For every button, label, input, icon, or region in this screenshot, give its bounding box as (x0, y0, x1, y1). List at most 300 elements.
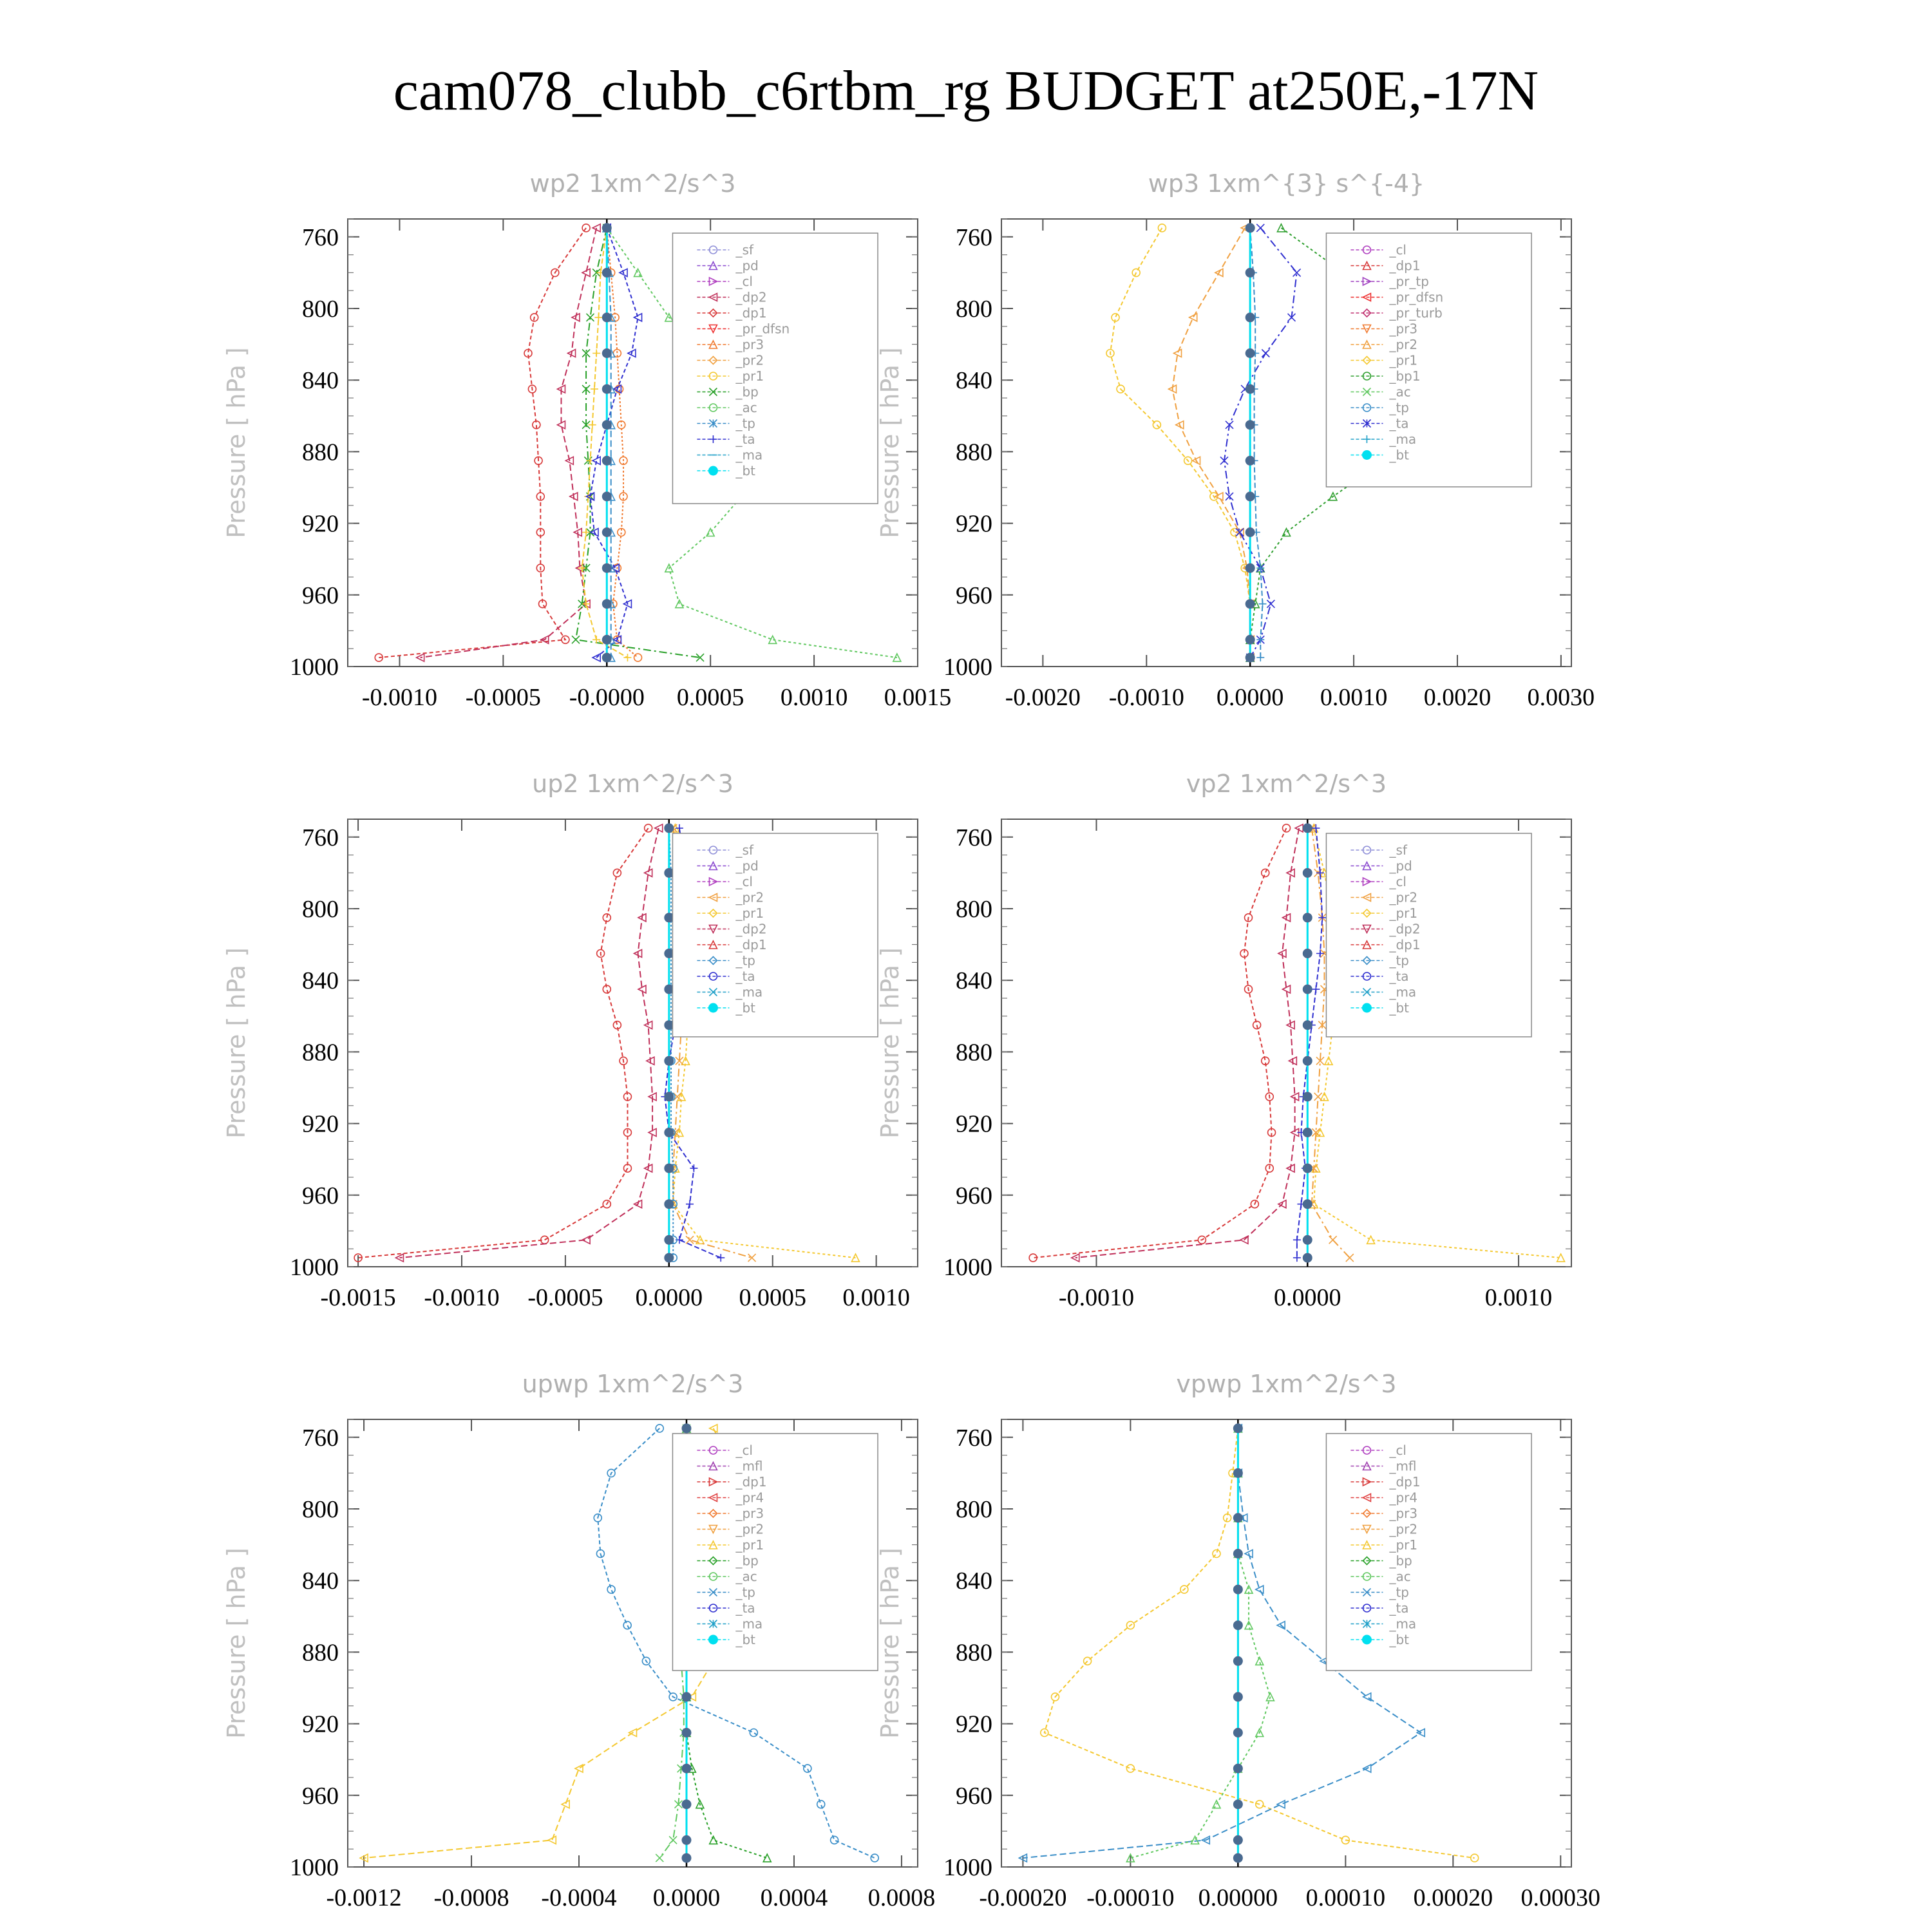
y-tick-label: 880 (302, 1039, 339, 1066)
x-tick-label: -0.0015 (320, 1284, 396, 1311)
legend-marker (708, 466, 717, 475)
y-tick-label: 840 (302, 1567, 339, 1595)
data-point (682, 1835, 691, 1844)
legend-entry: _pr_dfsn (1389, 289, 1444, 305)
panel-2 (876, 169, 1595, 711)
x-tick-label: 0.0020 (1423, 684, 1492, 711)
panel-title: vp2 1xm^2/s^3 (1186, 770, 1387, 798)
data-point (589, 421, 596, 429)
data-point (602, 492, 611, 501)
x-tick-label: -0.00010 (1086, 1884, 1175, 1911)
legend-entry: _pr3 (1389, 1506, 1418, 1521)
y-tick-label: 760 (956, 824, 992, 851)
y-tick-label: 1000 (290, 1254, 339, 1281)
data-point (634, 269, 642, 276)
legend-entry: _tp (735, 1584, 755, 1600)
x-tick-label: 0.0010 (780, 684, 848, 711)
y-tick-label: 920 (302, 510, 339, 538)
legend-entry: _ma (1389, 1616, 1417, 1632)
data-point (602, 268, 611, 277)
data-point (1233, 1835, 1242, 1844)
data-point (682, 1692, 691, 1701)
data-point (817, 1801, 825, 1808)
legend-entry: _ac (1389, 384, 1411, 400)
series-line-ac (1130, 1428, 1270, 1858)
data-point (1191, 1836, 1199, 1844)
data-point (602, 349, 611, 358)
legend-entry: _ta (735, 969, 755, 984)
y-axis-label: Pressure [ hPa ] (876, 1548, 904, 1739)
y-axis-label: Pressure [ hPa ] (876, 347, 904, 538)
x-tick-label: -0.0005 (465, 684, 541, 711)
data-point (1316, 869, 1324, 876)
legend-entry: _ta (735, 1600, 755, 1616)
legend-entry: _pr4 (735, 1490, 764, 1506)
y-axis-label: Pressure [ hPa ] (222, 1548, 251, 1739)
data-point (665, 1200, 674, 1209)
x-tick-label: 0.0005 (676, 684, 744, 711)
series-line-pr1 (582, 228, 628, 658)
legend-entry: _sf (1389, 842, 1407, 858)
legend-entry: _cl (1389, 1443, 1407, 1458)
data-point (1245, 384, 1255, 393)
x-tick-label: -0.0010 (1108, 684, 1184, 711)
legend-entry: _pr_dfsn (735, 321, 790, 337)
data-point (1245, 313, 1255, 322)
data-point (665, 1128, 674, 1137)
data-point (665, 824, 674, 833)
data-point (582, 600, 590, 608)
data-point (1346, 1254, 1354, 1262)
data-point (1303, 949, 1312, 958)
x-tick-label: 0.0010 (842, 1284, 910, 1311)
legend-entry: _dp1 (1389, 1474, 1421, 1490)
data-point (1316, 950, 1324, 958)
y-tick-label: 920 (956, 510, 992, 538)
data-point (1303, 1200, 1312, 1209)
y-tick-label: 760 (302, 1424, 339, 1452)
x-tick-label: -0.0008 (433, 1884, 509, 1911)
legend-entry: _pr_turb (1389, 305, 1443, 321)
data-point (831, 1836, 838, 1844)
x-tick-label: -0.00020 (979, 1884, 1067, 1911)
data-point (682, 1728, 691, 1738)
y-tick-label: 840 (956, 967, 992, 995)
x-tick-label: -0.0010 (424, 1284, 500, 1311)
data-point (1213, 1550, 1220, 1558)
data-point (1256, 224, 1264, 232)
legend-box (672, 233, 878, 504)
legend-entry: _pr2 (1389, 889, 1418, 905)
y-tick-label: 920 (956, 1710, 992, 1738)
legend-entry: _tp (1389, 952, 1409, 969)
legend-entry: _ma (735, 984, 763, 1000)
data-point (1233, 1800, 1242, 1809)
y-tick-label: 760 (302, 223, 339, 251)
legend-entry: _bt (1389, 447, 1409, 463)
legend-entry: _pr2 (1389, 1521, 1418, 1537)
legend-entry: _bt (1389, 1000, 1409, 1016)
legend-marker (708, 1003, 717, 1012)
legend-entry: _ta (1389, 969, 1409, 984)
series-line-dp1 (358, 828, 649, 1258)
x-tick-label: -0.0012 (326, 1884, 402, 1911)
legend-entry: _dp1 (735, 937, 767, 952)
data-point (562, 1801, 569, 1808)
series-line-dp1 (379, 228, 586, 658)
legend-entry: _dp2 (735, 921, 767, 937)
data-point (717, 1254, 724, 1262)
data-point (1303, 1021, 1312, 1030)
legend-entry: _bp (1389, 1553, 1412, 1569)
data-point (1245, 492, 1255, 501)
y-tick-label: 1000 (943, 1254, 992, 1281)
x-tick-label: 0.0000 (1216, 684, 1284, 711)
legend-entry: _tp (735, 952, 755, 969)
legend-marker (708, 1635, 717, 1644)
data-point (1303, 1235, 1312, 1244)
data-point (656, 1425, 663, 1432)
y-tick-label: 880 (956, 439, 992, 466)
legend-entry: _cl (735, 874, 753, 889)
legend-entry: _pr2 (735, 889, 764, 905)
data-point (682, 1764, 691, 1773)
legend-entry: _pr2 (1389, 337, 1418, 352)
data-point (591, 385, 598, 393)
data-point (1233, 1549, 1242, 1558)
data-point (690, 1164, 697, 1172)
data-point (1245, 421, 1255, 430)
data-point (1233, 1585, 1242, 1594)
panel-title: wp2 1xm^2/s^3 (529, 169, 736, 198)
panel-4 (876, 770, 1571, 1311)
data-point (1245, 456, 1255, 465)
legend-entry: _dp1 (1389, 937, 1421, 952)
x-tick-label: 0.0008 (867, 1884, 936, 1911)
data-point (1267, 600, 1274, 608)
data-point (710, 1836, 717, 1844)
data-point (1233, 1764, 1242, 1773)
data-point (682, 1800, 691, 1809)
y-tick-label: 760 (956, 223, 992, 251)
legend-box (1326, 1434, 1531, 1671)
data-point (1303, 985, 1312, 994)
data-point (665, 1092, 674, 1101)
legend (672, 1434, 878, 1671)
data-point (602, 528, 611, 537)
data-point (1245, 223, 1255, 232)
panel-5 (222, 1370, 935, 1911)
x-tick-label: 0.00000 (1198, 1884, 1278, 1911)
x-tick-label: 0.0000 (652, 1884, 721, 1911)
data-point (676, 824, 683, 832)
y-axis-label: Pressure [ hPa ] (222, 947, 251, 1139)
legend-entry: _cl (735, 274, 753, 289)
x-tick-label: 0.0010 (1320, 684, 1388, 711)
legend-entry: _bp (735, 384, 759, 400)
x-tick-label: -0.0004 (541, 1884, 617, 1911)
data-point (602, 653, 611, 662)
legend-entry: _tp (1389, 400, 1409, 415)
data-point (682, 1853, 691, 1862)
data-point (587, 314, 594, 321)
x-tick-label: 0.0015 (884, 684, 952, 711)
data-point (665, 1253, 674, 1262)
data-point (1233, 1692, 1242, 1701)
legend-entry: _bp1 (1389, 368, 1421, 384)
data-point (1293, 1236, 1301, 1244)
data-point (602, 600, 611, 609)
legend-box (1326, 833, 1531, 1037)
data-point (1245, 653, 1255, 662)
legend-entry: _ac (1389, 1569, 1411, 1584)
panel-6 (876, 1370, 1600, 1911)
data-point (602, 313, 611, 322)
data-point (750, 1729, 757, 1737)
x-tick-label: 0.00030 (1520, 1884, 1601, 1911)
data-point (1233, 1656, 1242, 1665)
data-point (656, 1854, 663, 1862)
data-point (1303, 1164, 1312, 1173)
data-point (1303, 1253, 1312, 1262)
data-point (1329, 1236, 1337, 1244)
data-point (602, 564, 611, 573)
legend-entry: _sf (735, 842, 753, 858)
data-point (1303, 1056, 1312, 1065)
legend (1326, 833, 1531, 1037)
data-point (548, 1836, 556, 1844)
data-point (602, 456, 611, 465)
data-point (1245, 268, 1255, 277)
y-tick-label: 840 (956, 367, 992, 395)
y-tick-label: 1000 (943, 654, 992, 681)
data-point (602, 421, 611, 430)
legend-entry: _cl (735, 1443, 753, 1458)
data-point (1233, 1853, 1242, 1862)
panel-title: up2 1xm^2/s^3 (532, 770, 734, 798)
y-tick-label: 800 (956, 296, 992, 323)
legend-entry: _dp2 (735, 289, 767, 305)
legend-entry: _pr1 (1389, 352, 1418, 368)
data-point (665, 1235, 674, 1244)
legend (672, 833, 878, 1037)
x-tick-label: -0.0010 (361, 684, 438, 711)
data-point (602, 635, 611, 644)
data-point (623, 654, 631, 661)
x-tick-label: 0.00010 (1305, 1884, 1386, 1911)
y-tick-label: 800 (956, 1496, 992, 1523)
series-line-pr1 (1110, 228, 1250, 658)
data-point (607, 1586, 615, 1593)
legend-entry: _mfl (735, 1458, 763, 1474)
data-point (1303, 1092, 1312, 1101)
y-tick-label: 840 (302, 367, 339, 395)
y-tick-label: 1000 (290, 654, 339, 681)
legend-entry: _dp1 (1389, 258, 1421, 274)
legend (672, 233, 878, 504)
data-point (592, 636, 600, 643)
legend-entry: _cl (1389, 242, 1407, 258)
legend-box (672, 1434, 878, 1671)
legend-entry: _pd (735, 258, 759, 274)
legend-box (672, 833, 878, 1037)
data-point (623, 1622, 631, 1629)
panel-title: upwp 1xm^2/s^3 (522, 1370, 744, 1398)
y-axis-label: Pressure [ hPa ] (222, 347, 251, 538)
x-tick-label: -0.0000 (569, 684, 645, 711)
legend-entry: _pr1 (735, 368, 764, 384)
data-point (682, 1424, 691, 1433)
panel-title: wp3 1xm^{3} s^{-4} (1148, 169, 1425, 198)
y-tick-label: 960 (302, 1782, 339, 1810)
data-point (1303, 913, 1312, 922)
data-point (1245, 528, 1255, 537)
data-point (1233, 1424, 1242, 1433)
y-tick-label: 960 (956, 582, 992, 609)
data-point (1303, 1128, 1312, 1137)
data-point (686, 1236, 694, 1244)
data-point (1312, 985, 1320, 993)
legend-entry: _mfl (1389, 1458, 1417, 1474)
data-point (1245, 349, 1255, 358)
y-tick-label: 920 (302, 1710, 339, 1738)
data-point (1256, 1657, 1264, 1665)
x-tick-label: 0.0030 (1527, 684, 1595, 711)
legend-entry: _dp1 (735, 305, 767, 321)
y-tick-label: 880 (302, 439, 339, 466)
legend-entry: _ac (735, 1569, 757, 1584)
y-tick-label: 840 (302, 967, 339, 995)
x-tick-label: 0.0004 (760, 1884, 828, 1911)
legend-entry: _ma (735, 1616, 763, 1632)
y-tick-label: 880 (956, 1039, 992, 1066)
x-tick-label: 0.0005 (739, 1284, 806, 1311)
data-point (1233, 1621, 1242, 1630)
y-tick-label: 920 (956, 1110, 992, 1138)
x-tick-label: -0.0005 (527, 1284, 603, 1311)
data-point (1262, 350, 1269, 357)
data-point (1245, 635, 1255, 644)
data-point (572, 636, 580, 643)
y-tick-label: 880 (956, 1639, 992, 1667)
data-point (1277, 1801, 1285, 1808)
data-point (1233, 1513, 1242, 1522)
x-tick-label: 0.0010 (1484, 1284, 1553, 1311)
legend-entry: _sf (735, 242, 753, 258)
y-tick-label: 1000 (290, 1854, 339, 1881)
panel-3 (222, 770, 918, 1311)
legend-entry: _bp (735, 1553, 759, 1569)
y-tick-label: 960 (956, 1782, 992, 1810)
legend-entry: _pr1 (735, 1537, 764, 1553)
legend-entry: _pr_tp (1389, 274, 1429, 289)
legend-entry: _ma (1389, 984, 1417, 1000)
legend-marker (1362, 1003, 1371, 1012)
y-tick-label: 800 (302, 296, 339, 323)
data-point (686, 1200, 694, 1208)
data-point (1245, 600, 1255, 609)
x-tick-label: 0.00020 (1413, 1884, 1493, 1911)
data-point (1256, 654, 1264, 661)
data-point (1233, 1728, 1242, 1738)
x-tick-label: 0.0000 (1274, 1284, 1341, 1311)
legend-entry: _ta (1389, 415, 1409, 431)
legend (1326, 1434, 1531, 1671)
data-point (1314, 1093, 1322, 1101)
legend-entry: _pd (735, 858, 759, 874)
data-point (1126, 1765, 1134, 1772)
legend-entry: _pr4 (1389, 1490, 1418, 1506)
legend-marker (1362, 1635, 1371, 1644)
legend-entry: _bt (735, 463, 755, 478)
legend-entry: _pr1 (1389, 1537, 1418, 1553)
x-tick-label: -0.0020 (1005, 684, 1081, 711)
y-tick-label: 1000 (943, 1854, 992, 1881)
legend-entry: _pr3 (735, 1506, 764, 1521)
legend-entry: _ta (735, 431, 755, 447)
figure-title: cam078_clubb_c6rtbm_rg BUDGET at250E,-17N (393, 60, 1539, 122)
legend-entry: _bt (735, 1632, 755, 1647)
data-point (575, 1765, 583, 1772)
data-point (1213, 1801, 1220, 1808)
y-tick-label: 760 (956, 1424, 992, 1452)
data-point (1262, 869, 1269, 876)
legend-entry: _bt (735, 1000, 755, 1016)
y-tick-label: 760 (302, 824, 339, 851)
series-line-ta (1224, 228, 1297, 658)
series-line-dp2 (421, 228, 597, 658)
legend-entry: _tp (1389, 1584, 1409, 1600)
legend-entry: _pr3 (735, 337, 764, 352)
data-point (1293, 1254, 1301, 1262)
y-tick-label: 800 (302, 896, 339, 923)
y-tick-label: 840 (956, 1567, 992, 1595)
legend-entry: _cl (1389, 874, 1407, 889)
legend-entry: _ta (1389, 1600, 1409, 1616)
series-line-ta (1297, 828, 1322, 1258)
legend-entry: _ac (735, 400, 757, 415)
panel-title: vpwp 1xm^2/s^3 (1176, 1370, 1397, 1398)
data-point (1303, 868, 1312, 877)
data-point (1258, 600, 1266, 608)
panel-1 (222, 169, 951, 711)
y-tick-label: 960 (302, 1182, 339, 1209)
series-line-dp1 (1033, 828, 1286, 1258)
legend-entry: _pr1 (1389, 905, 1418, 921)
series-line-dp2 (1075, 828, 1299, 1258)
data-point (602, 384, 611, 393)
legend-entry: _pr2 (735, 1521, 764, 1537)
data-point (1189, 314, 1197, 321)
data-point (582, 529, 590, 536)
legend-entry: _tp (735, 415, 755, 431)
y-tick-label: 880 (302, 1639, 339, 1667)
data-point (665, 1056, 674, 1065)
legend-entry: _pr1 (735, 905, 764, 921)
data-point (594, 314, 602, 321)
legend-entry: _pd (1389, 858, 1412, 874)
data-point (804, 1765, 811, 1772)
y-tick-label: 800 (956, 896, 992, 923)
legend-entry: _pr2 (735, 352, 764, 368)
legend-entry: _dp2 (1389, 921, 1421, 937)
y-tick-label: 960 (302, 582, 339, 609)
data-point (1245, 564, 1255, 573)
y-tick-label: 800 (302, 1496, 339, 1523)
data-point (665, 1164, 674, 1173)
data-point (871, 1854, 878, 1862)
y-tick-label: 920 (302, 1110, 339, 1138)
